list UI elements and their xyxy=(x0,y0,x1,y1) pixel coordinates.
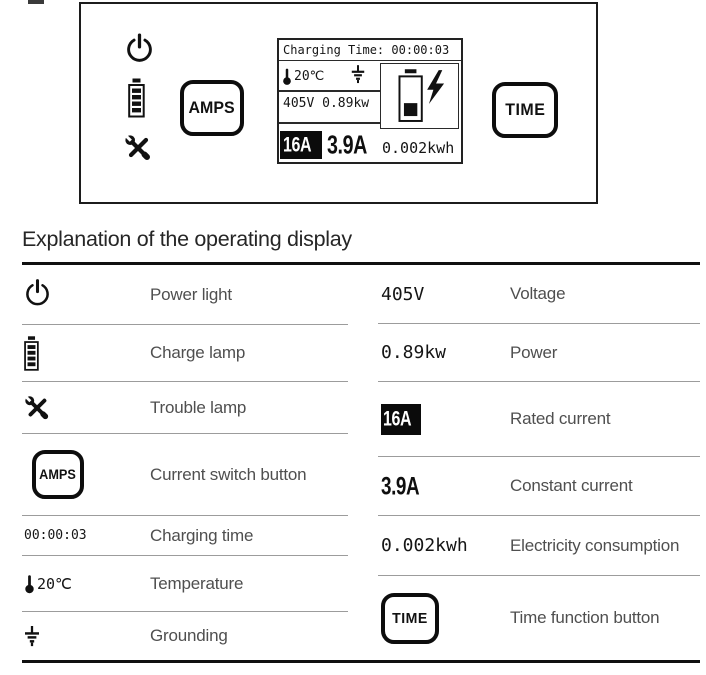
time-button[interactable] xyxy=(492,82,558,138)
battery-icon xyxy=(22,335,150,372)
legend-row-voltage xyxy=(378,265,700,324)
table-bottom-rule xyxy=(22,660,700,663)
legend-label: Temperature xyxy=(150,573,244,593)
legend-row-power xyxy=(378,324,700,382)
voltage-power-readout: 405V 0.89kw xyxy=(283,96,370,111)
crop-artifact xyxy=(28,0,44,4)
power-icon xyxy=(125,33,154,68)
constant-current-readout: 3.9A xyxy=(327,130,367,161)
battery-icon xyxy=(128,78,145,118)
rated-current-badge xyxy=(280,131,322,159)
battery-charging-icon xyxy=(387,67,453,125)
amps-button[interactable] xyxy=(180,80,244,136)
charging-time-row xyxy=(279,40,461,61)
legend-row-constant-current xyxy=(378,457,700,516)
legend-row-current-switch xyxy=(22,434,348,516)
consumption-sample: 0.002kwh xyxy=(381,535,468,556)
amps-button-cell xyxy=(22,450,150,499)
section-title: Explanation of the operating display xyxy=(22,227,352,251)
legend-label: Constant current xyxy=(510,476,633,495)
legend-label: Charging time xyxy=(150,525,254,545)
time-button-label: TIME xyxy=(504,100,546,119)
lcd-screen xyxy=(277,38,463,164)
device-display-panel xyxy=(79,2,598,204)
legend-label: Grounding xyxy=(150,626,228,645)
legend-row-grounding xyxy=(22,612,348,660)
grounding-icon xyxy=(22,626,150,647)
legend-row-charge-lamp xyxy=(22,325,348,382)
legend-row-consumption xyxy=(378,516,700,576)
thermometer-icon xyxy=(282,67,292,86)
lightning-bolt-icon xyxy=(427,70,444,104)
time-button[interactable]: TIME xyxy=(381,593,439,644)
legend-label: Charge lamp xyxy=(150,343,246,362)
amps-button[interactable]: AMPS xyxy=(32,450,84,499)
rated-current-value: 16A xyxy=(283,132,312,157)
rated-current-badge: 16A xyxy=(381,404,421,435)
tools-icon xyxy=(22,395,150,421)
legend-label: Trouble lamp xyxy=(150,397,247,417)
thermometer-icon xyxy=(24,574,35,594)
grounding-icon xyxy=(351,65,365,84)
legend-label: Current switch button xyxy=(150,464,307,484)
legend-row-temperature xyxy=(22,556,348,612)
legend-label: Power xyxy=(510,342,558,362)
legend-label: Voltage xyxy=(510,284,566,303)
legend-row-rated-current xyxy=(378,382,700,457)
amps-button-label: AMPS xyxy=(188,98,236,117)
legend-label: Electricity consumption xyxy=(510,535,680,555)
legend-row-time-function xyxy=(378,576,700,660)
temperature-value: 20℃ xyxy=(294,68,325,84)
constant-current-sample: 3.9A xyxy=(381,471,420,500)
temperature-readout xyxy=(282,65,324,87)
legend-label: Power light xyxy=(150,284,232,304)
charging-battery-indicator xyxy=(380,63,459,129)
legend-label: Rated current xyxy=(510,409,611,428)
lcd-divider xyxy=(279,122,380,124)
power-sample: 0.89kw xyxy=(381,342,447,363)
charging-time-label: Charging Time: xyxy=(283,43,385,57)
voltage-sample: 405V xyxy=(381,283,425,305)
tools-icon xyxy=(124,134,152,162)
legend-row-charging-time xyxy=(22,516,348,556)
legend-label: Time function button xyxy=(510,608,660,627)
temperature-sample: 20℃ xyxy=(37,574,72,593)
legend-row-trouble-lamp xyxy=(22,382,348,434)
power-icon xyxy=(22,279,150,311)
charging-time-sample: 00:00:03 xyxy=(24,528,87,543)
charging-time-value: 00:00:03 xyxy=(391,43,450,57)
legend-column-right xyxy=(378,265,700,660)
lcd-divider xyxy=(279,90,380,92)
legend-row-power-light xyxy=(22,265,348,325)
consumption-readout: 0.002kwh xyxy=(382,139,455,157)
legend-column-left xyxy=(22,265,348,660)
